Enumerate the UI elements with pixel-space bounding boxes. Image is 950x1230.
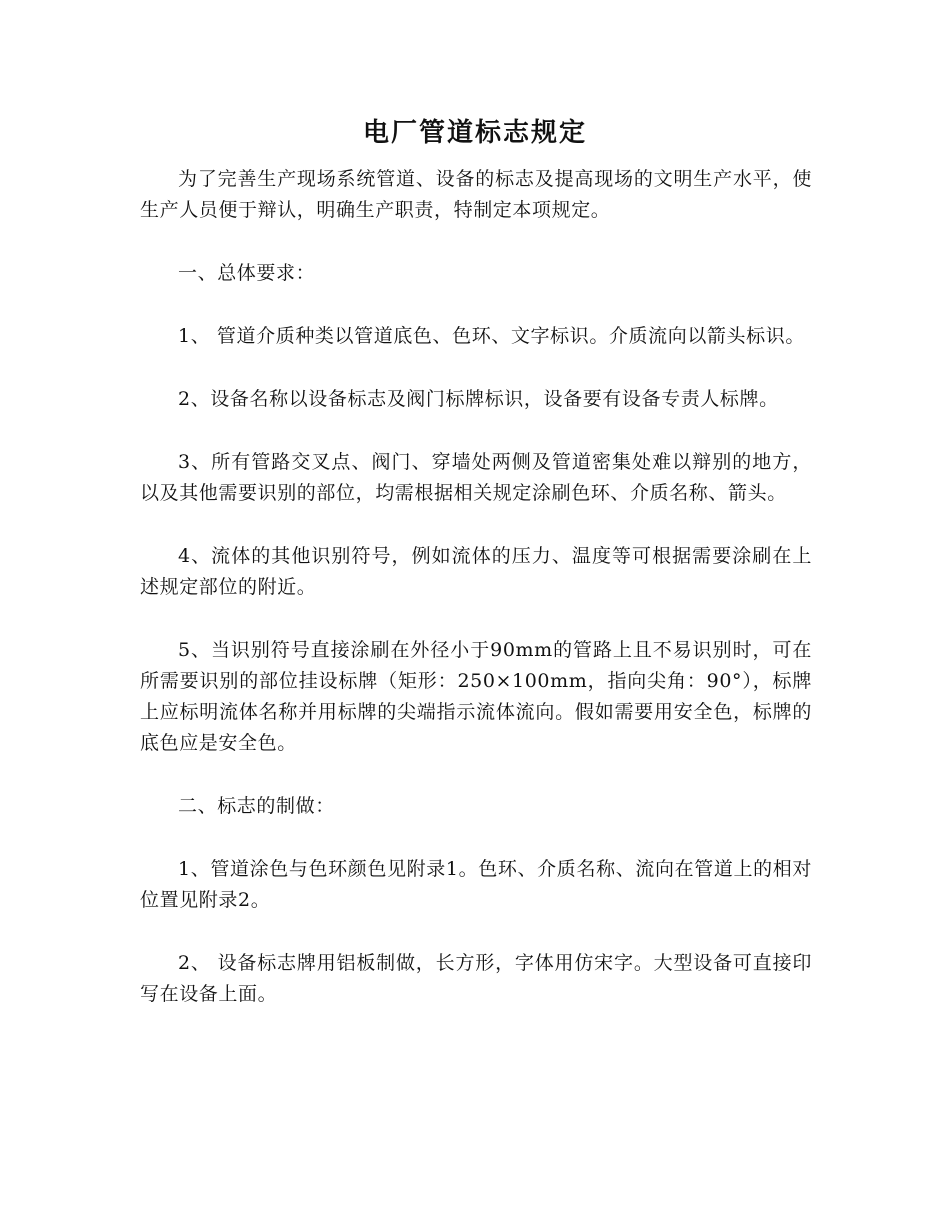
sign-making-item-2: 2、 设备标志牌用铝板制做，长方形，字体用仿宋字。大型设备可直接印写在设备上面。 <box>140 952 812 1005</box>
intro-paragraph: 为了完善生产现场系统管道、设备的标志及提高现场的文明生产水平，使生产人员便于辩认，明确生产职责，特制定本项规定。 <box>140 168 812 221</box>
requirement-item-1: 1、 管道介质种类以管道底色、色环、文字标识。介质流向以箭头标识。 <box>178 325 805 347</box>
requirement-item-4: 4、流体的其他识别符号，例如流体的压力、温度等可根据需要涂刷在上述规定部位的附近。 <box>140 545 812 598</box>
section-heading-sign-making: 二、标志的制做： <box>178 795 335 817</box>
document-title: 电厂管道标志规定 <box>362 118 587 148</box>
document-body <box>140 164 812 1042</box>
sign-making-item-1: 1、管道涂色与色环颜色见附录1。色环、介质名称、流向在管道上的相对位置见附录2。 <box>140 858 812 911</box>
requirement-item-5: 5、当识别符号直接涂刷在外径小于90mm的管路上且不易识别时，可在所需要识别的部位挂设标牌（矩形：250×100mm，指向尖角：90°），标牌上应标明流体名称并用标牌的尖端指示流体流向。假如需要用安全色，标牌的底色应是安全色。 <box>140 639 812 754</box>
requirement-item-2: 2、设备名称以设备标志及阀门标牌标识，设备要有设备专责人标牌。 <box>178 388 779 410</box>
section-heading-general-requirements: 一、总体要求： <box>178 262 316 284</box>
requirement-item-3: 3、所有管路交叉点、阀门、穿墙处两侧及管道密集处难以辩别的地方，以及其他需要识别的部位，均需根据相关规定涂刷色环、介质名称、箭头。 <box>140 451 812 504</box>
